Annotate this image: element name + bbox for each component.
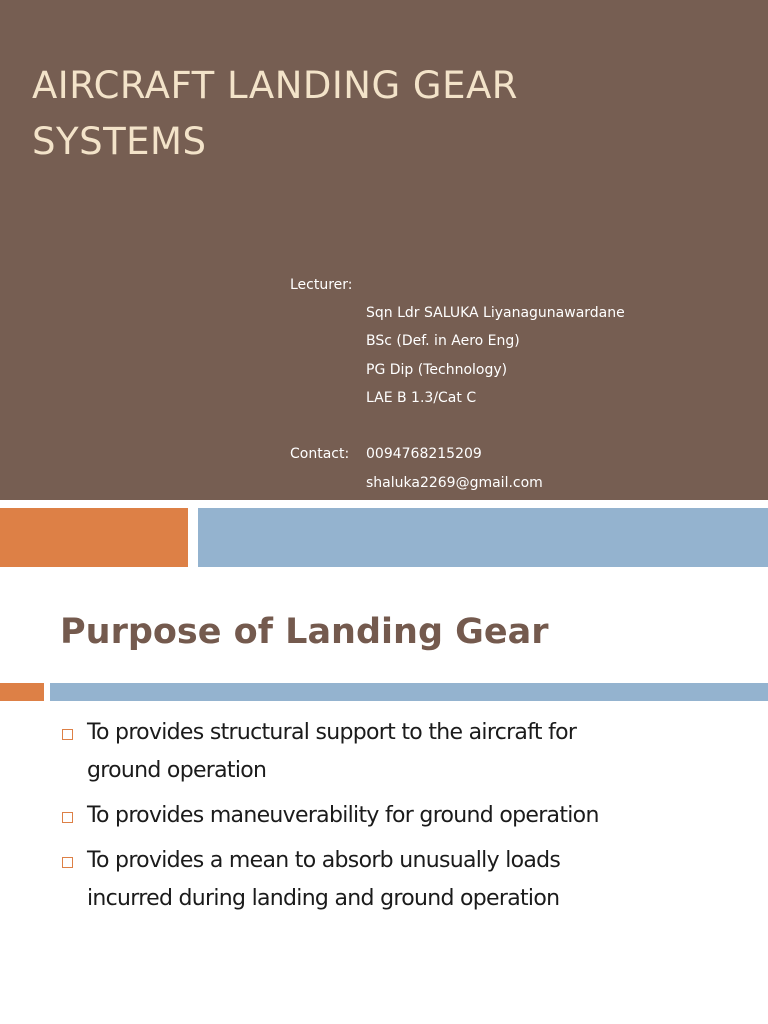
lecturer-degree: BSc (Def. in Aero Eng): [366, 333, 520, 349]
bullet-text-line: To provides structural support to the aircraft for: [87, 720, 577, 745]
slide2-accent-orange: [0, 683, 44, 701]
bullet-item: [60, 797, 750, 835]
accent-band-orange: [0, 508, 188, 567]
bullet-text-line: To provides a mean to absorb unusually loads: [87, 848, 561, 873]
contact-email: shaluka2269@gmail.com: [366, 475, 543, 491]
bullet-item: [60, 714, 750, 790]
bullet-text-line: ground operation: [87, 758, 267, 783]
contact-label: Contact:: [290, 446, 350, 462]
bullet-text-line: To provides maneuverability for ground operation: [87, 803, 599, 828]
bullet-item: [60, 842, 750, 918]
hollow-square-icon: [62, 812, 73, 823]
contact-phone: 0094768215209: [366, 446, 482, 462]
accent-band-blue: [198, 508, 768, 567]
hollow-square-icon: [62, 729, 73, 740]
slide-title-line-2: SYSTEMS: [32, 120, 207, 163]
lecturer-name: Sqn Ldr SALUKA Liyanagunawardane: [366, 305, 625, 321]
bullet-list: [60, 714, 750, 925]
slide2-title: Purpose of Landing Gear: [60, 612, 549, 652]
slide-title-line-1: AIRCRAFT LANDING GEAR: [32, 64, 518, 107]
lecturer-label: Lecturer:: [290, 277, 353, 293]
lecturer-license: LAE B 1.3/Cat C: [366, 390, 477, 406]
title-slide: [0, 0, 768, 500]
hollow-square-icon: [62, 857, 73, 868]
lecturer-diploma: PG Dip (Technology): [366, 362, 508, 378]
bullet-text-line: incurred during landing and ground operation: [87, 886, 560, 911]
slide2-accent-blue: [50, 683, 768, 701]
